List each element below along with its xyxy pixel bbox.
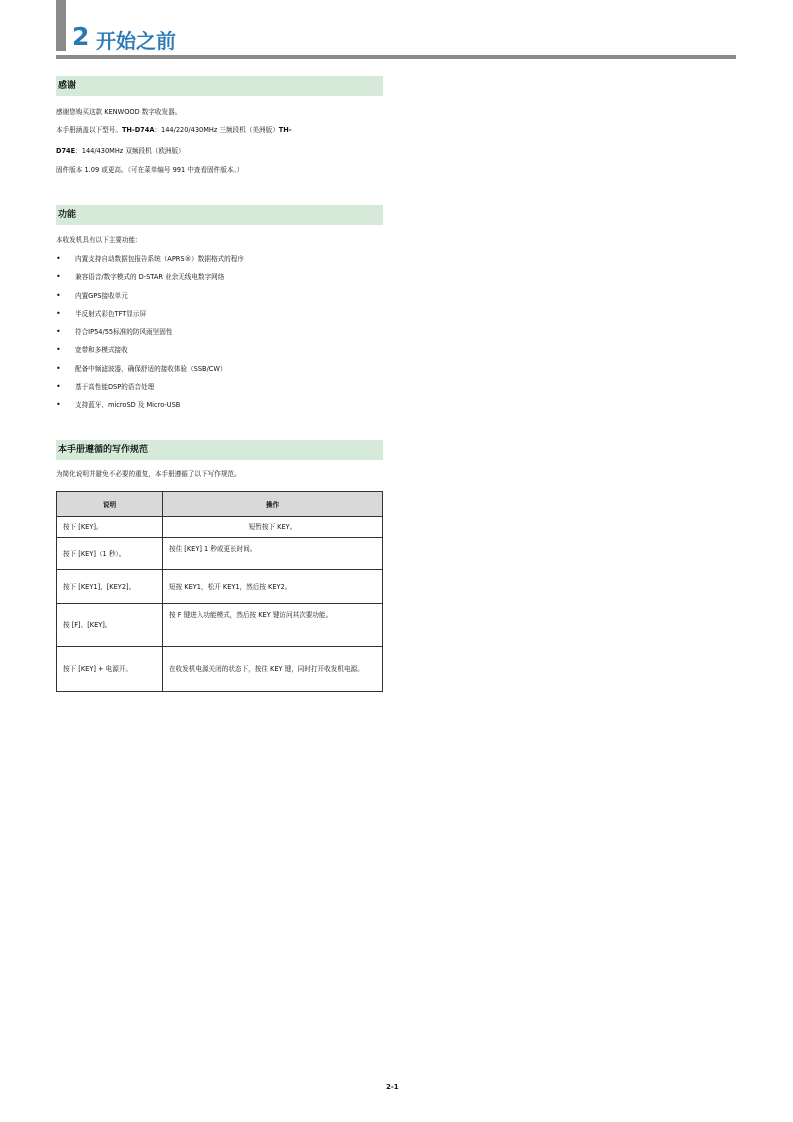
feature-text: 宽带和多模式接收 [75,346,128,355]
table-row [57,538,383,570]
feature-item [56,327,244,345]
feature-text: 内置GPS接收单元 [75,291,128,300]
table-row [57,570,383,604]
conventions-intro: 为简化说明并避免不必要的重复，本手册遵循了以下写作规范。 [56,470,241,478]
feature-text: 配备中频滤波器，确保舒适的接收体验（SSB/CW） [75,364,227,373]
bullet-icon: • [56,400,61,410]
feature-item [56,272,244,290]
page-number: 2-1 [386,1083,399,1091]
feature-item [56,345,244,363]
cell-description: 按 [F]、[KEY]。 [57,604,163,647]
cell-description: 按下 [KEY1]、[KEY2]。 [57,570,163,604]
features-intro: 本收发机具有以下主要功能： [56,236,142,244]
thanks-line-2 [56,125,292,135]
model-name-e: D74E [56,147,76,155]
feature-text: 基于高性能DSP的语音处理 [75,383,155,392]
model-e-desc: ：144/430MHz 双频段机（欧洲版） [75,147,185,155]
cell-description: 按下 [KEY]（1 秒）。 [57,538,163,570]
cell-operation: 在收发机电源关闭的状态下，按住 KEY 键，同时打开收发机电源。 [163,647,383,692]
section-heading-thanks: 感谢 [56,76,383,96]
model-name-a: TH-D74A [121,126,155,134]
table-row [57,647,383,692]
cell-description: 按下 [KEY]。 [57,517,163,538]
table-row [57,517,383,538]
cell-operation: 短暂按下 KEY。 [163,517,383,538]
section-heading-features: 功能 [56,205,383,225]
cell-operation: 短按 KEY1，松开 KEY1，然后按 KEY2。 [163,570,383,604]
bullet-icon: • [56,363,61,373]
feature-text: 兼容语音/数字模式的 D-STAR 业余无线电数字网络 [75,273,225,282]
feature-item [56,291,244,309]
conventions-table [56,491,383,692]
features-list [56,254,244,419]
table-header-row [57,492,383,517]
thanks-line-2-prefix: 本手册涵盖以下型号。 [56,126,122,134]
feature-item [56,364,244,382]
bullet-icon: • [56,290,61,300]
section-heading-conventions: 本手册遵循的写作规范 [56,440,383,460]
feature-text: 内置支持自动数据包报告系统（APRS®）数据格式的程序 [75,255,244,263]
feature-text: 符合IP54/55标准的防风雨坚固性 [75,328,173,337]
chapter-number: 2 [72,22,90,51]
bullet-icon: • [56,382,61,392]
chapter-title: 开始之前 [96,29,176,53]
cell-description: 按下 [KEY] + 电源开。 [57,647,163,692]
feature-item [56,309,244,327]
feature-text: 半反射式彩色TFT显示屏 [75,309,147,318]
thanks-line-3 [56,146,185,156]
chapter-rule [56,55,736,59]
model-a-desc: ：144/220/430MHz 三频段机（美洲版） [154,126,279,134]
cell-operation: 按 F 键进入功能模式，然后按 KEY 键访问其次要功能。 [163,604,383,647]
table-row [57,604,383,647]
bullet-icon: • [56,308,61,318]
bullet-icon: • [56,272,61,282]
thanks-line-4: 固件版本 1.09 或更高。（可在菜单编号 991 中查看固件版本。） [56,166,244,174]
feature-item [56,400,244,418]
bullet-icon: • [56,254,61,263]
model-name-e-prefix: TH- [278,126,292,134]
column-header-operation: 操作 [163,492,383,517]
feature-item [56,254,244,272]
feature-text: 支持蓝牙、microSD 及 Micro-USB [75,401,181,410]
thanks-line-1: 感谢您购买这款 KENWOOD 数字收发器。 [56,108,182,116]
cell-operation: 按住 [KEY] 1 秒或更长时间。 [163,538,383,570]
column-header-description: 说明 [57,492,163,517]
chapter-accent-bar [56,0,66,51]
bullet-icon: • [56,327,61,337]
feature-item [56,382,244,400]
bullet-icon: • [56,345,61,355]
